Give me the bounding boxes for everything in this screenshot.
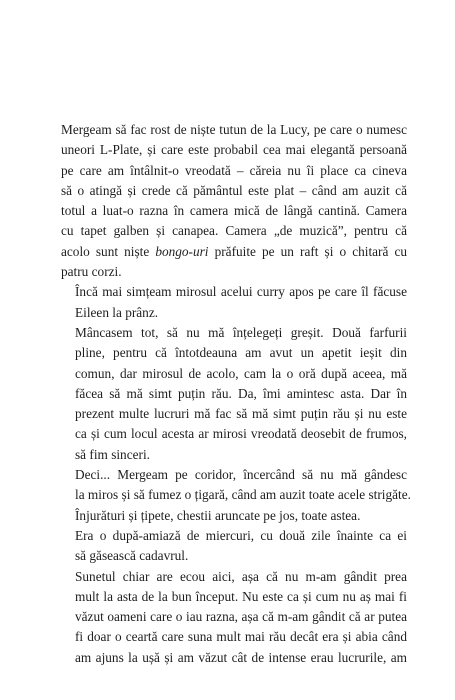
text-line: am ajuns la ușă și am văzut cât de intense erau lucrurile, am [75, 649, 407, 665]
paragraph-5 [61, 506, 407, 526]
paragraph-4 [61, 465, 411, 506]
text-line: la miros și să fumez o țigară, când am auzit toate acele strigăte. [75, 487, 411, 503]
text-line: totul a luat-o razna în camera mică de lângă cantină. Camera [61, 203, 407, 219]
paragraph-6 [61, 526, 407, 567]
text-segment: acolo sunt niște [61, 243, 156, 259]
text-line: fi doar o ceartă care suna mult mai rău decât era și abia când [75, 629, 407, 645]
text-line: ca și cum locul acesta ar mirosi vreodată deosebit de frumos, [75, 426, 407, 442]
text-line: Sunetul chiar are ecou aici, așa că nu m-am gândit prea [75, 568, 407, 584]
body-text [61, 120, 411, 668]
text-line: pe care am întâlnit-o vreodată – căreia nu îi place ca cineva [61, 162, 407, 178]
text-line: să o atingă și crede că pământul este plat – când am auzit că [61, 182, 407, 198]
text-line: să găsească cadavrul. [75, 548, 189, 564]
text-line: uneori L-Plate, și care este probabil cea mai elegantă persoană [61, 142, 407, 158]
text-segment: prăfuite pe un raft și o chitară cu [208, 243, 408, 259]
text-line: să fim sinceri. [75, 446, 150, 462]
text-line [61, 242, 407, 262]
paragraph-2 [61, 282, 407, 323]
paragraph-7 [61, 567, 407, 668]
text-line: prezent multe lucruri mă fac să mă simt puțin rău și nu este [75, 406, 407, 422]
text-line: Era o după-amiază de miercuri, cu două zile înainte ca ei [75, 527, 407, 543]
text-line: mult la asta de la bun început. Nu este ca și cum nu aș mai fi [75, 588, 407, 604]
text-line: făcea să mă simt puțin rău. Da, îmi amintesc asta. Dar în [75, 385, 407, 401]
text-line: văzut oameni care o iau razna, așa că m-am gândit că ar putea [75, 609, 407, 625]
text-line: Încă mai simțeam mirosul acelui curry apos pe care îl făcuse [75, 284, 407, 300]
text-line: pline, pentru că întotdeauna am avut un apetit ieșit din [75, 345, 407, 361]
italic-word: bongo-uri [155, 243, 209, 259]
text-line: patru corzi. [61, 264, 122, 280]
text-line: cu tapet galben și canapea. Camera „de muzică”, pentru că [61, 223, 407, 239]
text-line: comun, dar mirosul de acolo, cam la o oră după aceea, mă [75, 365, 407, 381]
text-line: Mâncasem tot, să nu mă înțelegeți greșit. Două farfurii [75, 324, 407, 340]
text-line: Deci... Mergeam pe coridor, încercând să nu mă gândesc [75, 467, 407, 483]
text-line: Înjurături și țipete, chestii aruncate pe jos, toate astea. [75, 507, 361, 523]
paragraph-1 [61, 120, 407, 282]
text-line: Mergeam să fac rost de niște tutun de la Lucy, pe care o numesc [61, 122, 407, 137]
paragraph-3 [61, 323, 407, 465]
text-line: Eileen la prânz. [75, 304, 159, 320]
